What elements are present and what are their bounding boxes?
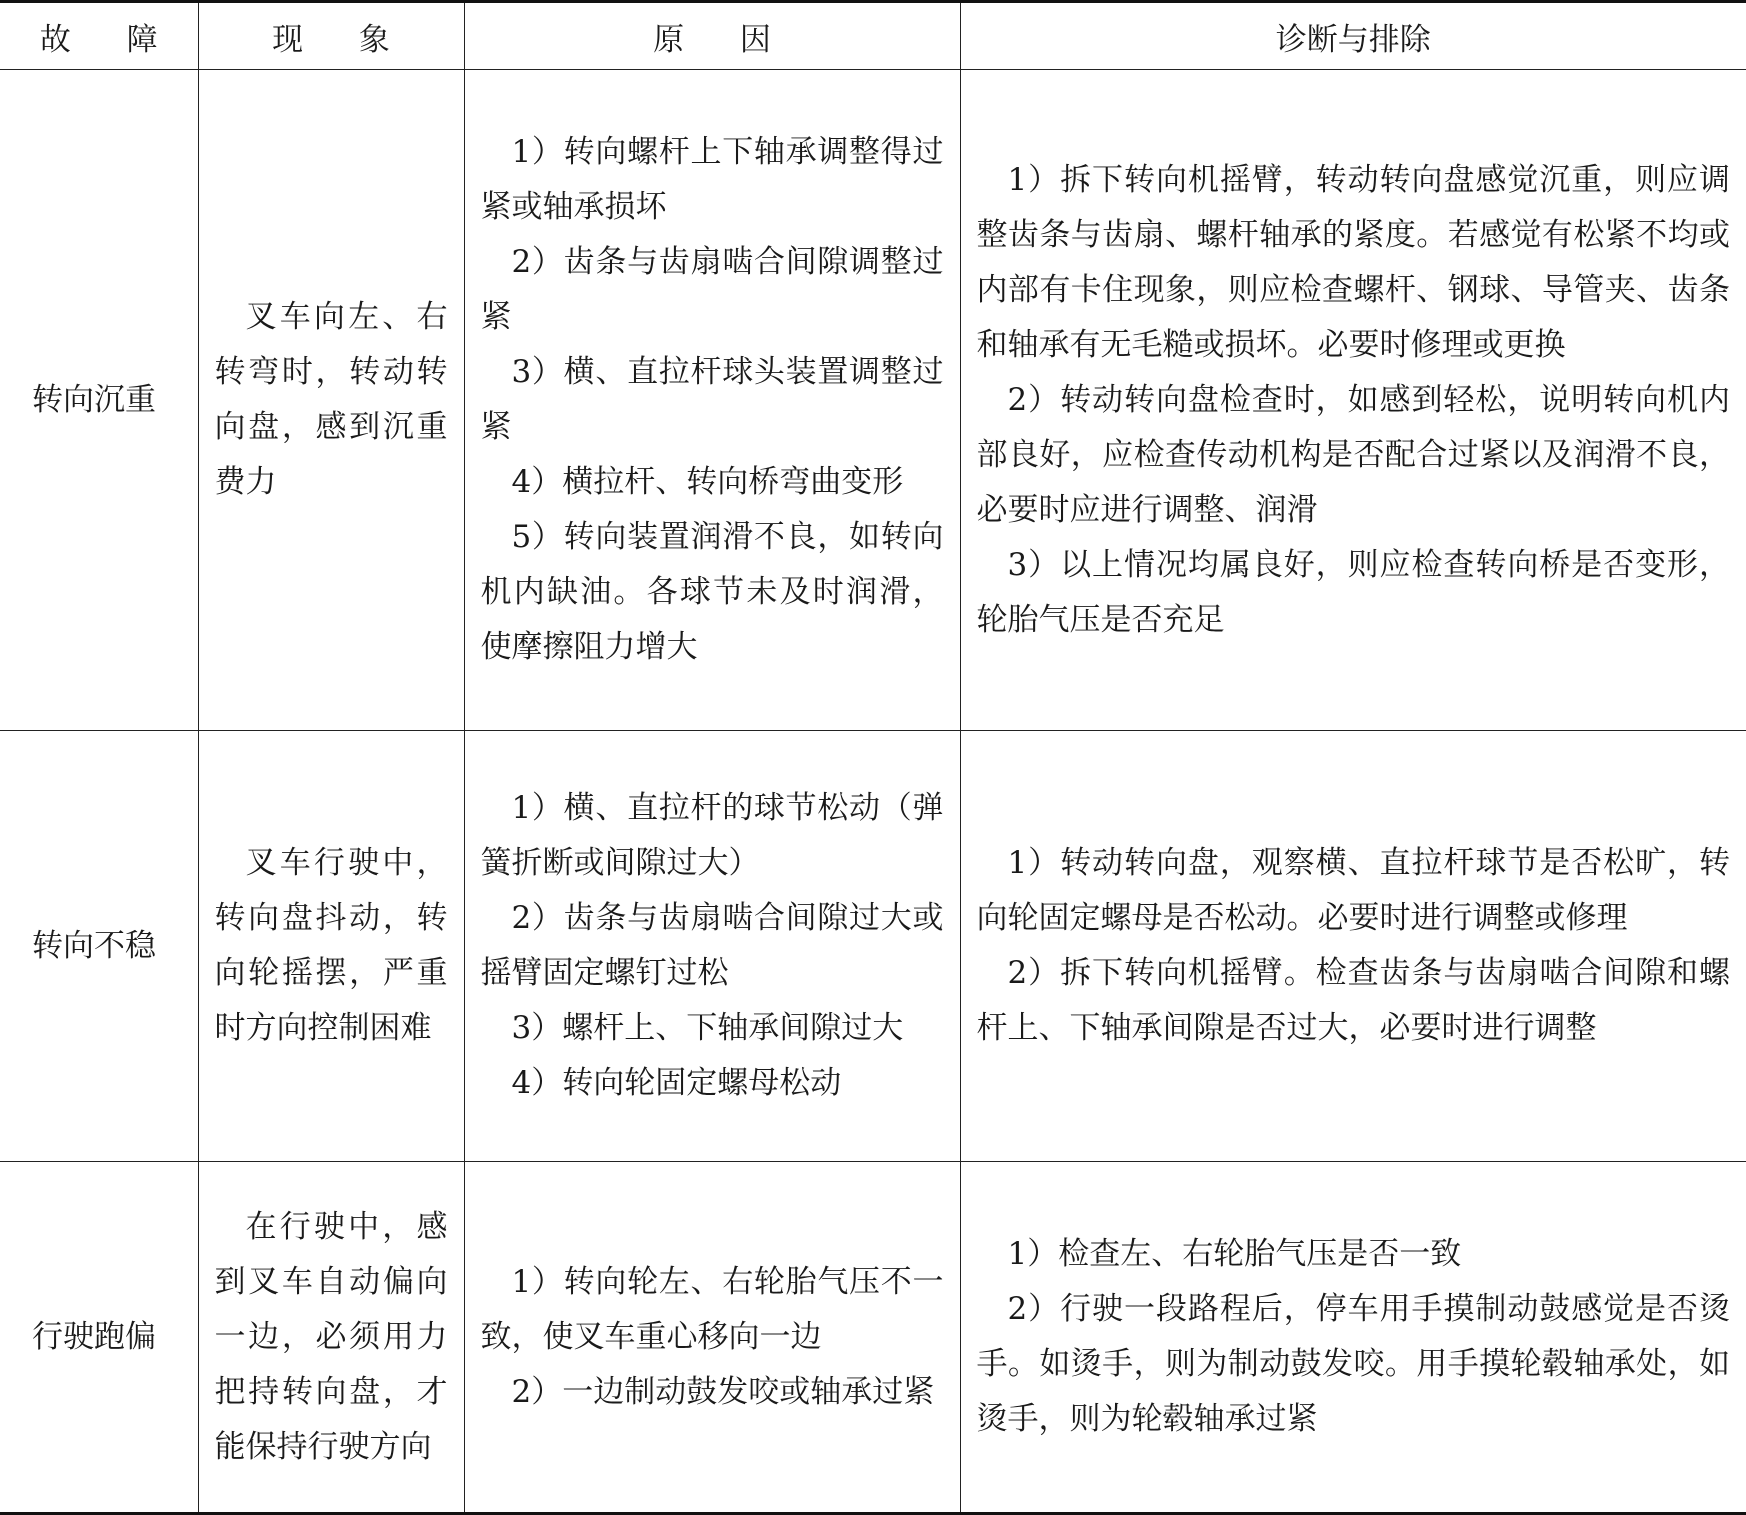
cause-cell	[464, 70, 960, 731]
fault-cell: 转向沉重	[0, 70, 198, 731]
cause-item: 5）转向装置润滑不良，如转向机内缺油。各球节未及时润滑，使摩擦阻力增大	[480, 519, 944, 665]
diagnosis-cell	[960, 731, 1746, 1162]
header-fault: 故 障	[0, 2, 198, 70]
cause-item: 1）转向轮左、右轮胎气压不一致，使叉车重心移向一边	[480, 1263, 944, 1355]
diagnosis-cell	[960, 70, 1746, 731]
symptom-cell: 叉车向左、右转弯时，转动转向盘，感到沉重费力	[198, 70, 464, 731]
diagnosis-item: 3）以上情况均属良好，则应检查转向桥是否变形，轮胎气压是否充足	[976, 546, 1730, 638]
diagnosis-item: 2）转动转向盘检查时，如感到轻松，说明转向机内部良好，应检查传动机构是否配合过紧以及润滑不良，必要时应进行调整、润滑	[976, 381, 1730, 528]
header-diagnosis: 诊断与排除	[960, 2, 1746, 70]
fault-cell: 行驶跑偏	[0, 1162, 198, 1514]
header-cause: 原 因	[464, 2, 960, 70]
cause-item: 3）横、直拉杆球头装置调整过紧	[480, 354, 944, 445]
diagnosis-item: 2）行驶一段路程后，停车用手摸制动鼓感觉是否烫手。如烫手，则为制动鼓发咬。用手摸轮毂轴承处，如烫手，则为轮毂轴承过紧	[976, 1291, 1730, 1437]
cause-item: 1）转向螺杆上下轴承调整得过紧或轴承损坏	[480, 134, 944, 225]
symptom-cell: 在行驶中，感到叉车自动偏向一边，必须用力把持转向盘，才能保持行驶方向	[198, 1162, 464, 1514]
table-row	[0, 70, 1746, 731]
cause-item: 3）螺杆上、下轴承间隙过大	[511, 1010, 904, 1046]
symptom-cell: 叉车行驶中，转向盘抖动，转向轮摇摆，严重时方向控制困难	[198, 731, 464, 1162]
cause-item: 2）一边制动鼓发咬或轴承过紧	[511, 1373, 935, 1410]
diagnosis-item: 1）检查左、右轮胎气压是否一致	[1007, 1236, 1462, 1272]
cause-item: 2）齿条与齿扇啮合间隙过大或摇臂固定螺钉过松	[480, 900, 944, 991]
diagnosis-item: 1）拆下转向机摇臂，转动转向盘感觉沉重，则应调整齿条与齿扇、螺杆轴承的紧度。若感觉有松紧不均或内部有卡住现象，则应检查螺杆、钢球、导管夹、齿条和轴承有无毛糙或损坏。必要时修理或更换	[976, 161, 1730, 363]
cause-item: 4）横拉杆、转向桥弯曲变形	[511, 464, 904, 500]
cause-item: 4）转向轮固定螺母松动	[511, 1065, 842, 1101]
cause-cell	[464, 731, 960, 1162]
cause-item: 2）齿条与齿扇啮合间隙调整过紧	[480, 244, 944, 335]
diagnosis-item: 1）转动转向盘，观察横、直拉杆球节是否松旷，转向轮固定螺母是否松动。必要时进行调整或修理	[976, 845, 1730, 936]
diagnosis-item: 2）拆下转向机摇臂。检查齿条与齿扇啮合间隙和螺杆上、下轴承间隙是否过大，必要时进行调整	[976, 955, 1730, 1046]
diagnosis-cell	[960, 1162, 1746, 1514]
header-symptom: 现 象	[198, 2, 464, 70]
table-header-row	[0, 2, 1746, 70]
table-row	[0, 731, 1746, 1162]
fault-cell: 转向不稳	[0, 731, 198, 1162]
table-row	[0, 1162, 1746, 1514]
cause-item: 1）横、直拉杆的球节松动（弹簧折断或间隙过大）	[480, 790, 944, 881]
cause-cell	[464, 1162, 960, 1514]
